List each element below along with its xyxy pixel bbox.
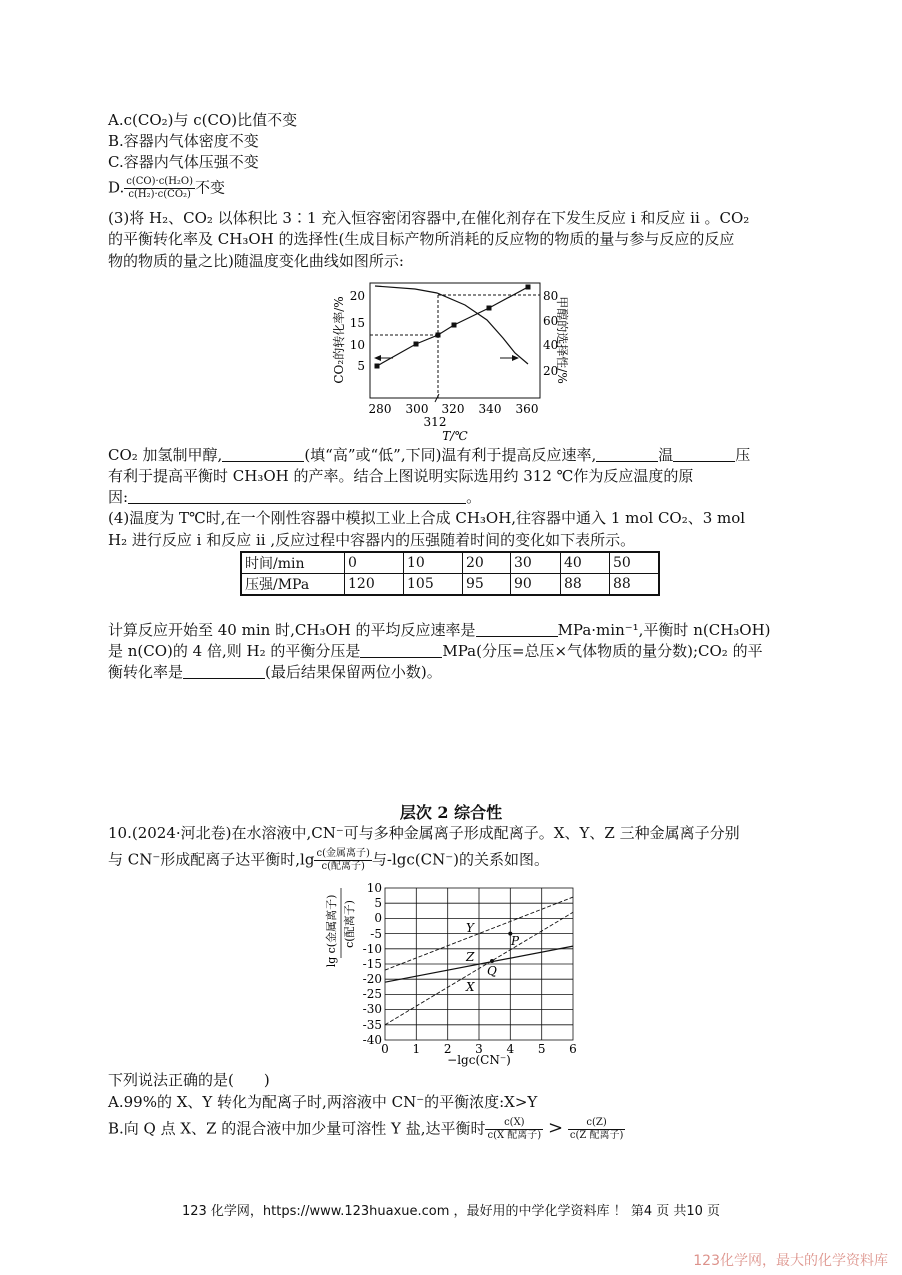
table-cell: 90 <box>511 574 561 596</box>
table-cell: 40 <box>561 552 610 574</box>
chart1-yl-tick: 10 <box>349 338 365 352</box>
q4-text: 计算反应开始至 40 min 时,CH₃OH 的平均反应速率是 <box>108 621 476 639</box>
q3-text: 因: <box>108 488 129 506</box>
chart1-point <box>526 285 531 290</box>
q10-fraction-den: c(配离子) <box>321 861 365 872</box>
table-cell: 105 <box>404 574 463 596</box>
chart1-point <box>487 306 492 311</box>
chart1-ylabel-right: 甲醇的选择性/% <box>555 296 569 384</box>
q4-calc-line1 <box>108 620 771 640</box>
q10-line2 <box>108 848 549 873</box>
q3-line2: 的平衡转化率及 CH₃OH 的选择性(生成目标产物所消耗的反应物的物质的量与参与反应的反应 <box>108 230 735 248</box>
pressure-header: 压强/MPa <box>241 574 345 596</box>
chart1-point <box>375 364 380 369</box>
answer-blank[interactable] <box>128 488 466 504</box>
chart2-y-tick: 5 <box>374 896 382 910</box>
q3-text: (填“高”或“低”,下同)温有利于提高反应速率, <box>304 446 597 464</box>
point-q <box>490 959 494 963</box>
label-q: Q <box>487 964 497 978</box>
chart2-x-tick: 0 <box>381 1042 389 1056</box>
chart2-ylabel-den: c(配离子) <box>343 900 356 948</box>
q3-line1: (3)将 H₂、CO₂ 以体积比 3∶1 充入恒容密闭容器中,在催化剂存在下发生反应 i 和反应 ii 。CO₂ <box>108 209 750 227</box>
chart2-xlabel: −lgc(CN⁻) <box>447 1053 511 1067</box>
q10-line1: 10.(2024·河北卷)在水溶液中,CN⁻可与多种金属离子形成配离子。X、Y、Z 三种金属离子分别 <box>108 824 740 842</box>
chart1-x-tick: 340 <box>478 402 502 416</box>
answer-blank[interactable] <box>596 446 658 462</box>
chart1-x-tick: 320 <box>441 402 465 416</box>
option-b-fraction-1 <box>485 1117 543 1142</box>
option-b-den2: c(Z 配离子) <box>569 1130 624 1141</box>
chart1-ylabel-left: CO₂的转化率/% <box>332 296 346 384</box>
chart2-y-tick: -40 <box>362 1033 382 1047</box>
pressure-table <box>240 551 660 596</box>
option-b-den1: c(X 配离子) <box>487 1130 542 1141</box>
chart2-ylabel-num: c(金属离子) <box>325 894 338 954</box>
answer-blank[interactable] <box>673 446 735 462</box>
chart2-y-tick: -30 <box>362 1002 382 1016</box>
label-z: Z <box>466 950 475 964</box>
table-cell: 95 <box>463 574 511 596</box>
q3-answer-line1 <box>108 445 750 465</box>
table-cell: 30 <box>511 552 561 574</box>
time-header: 时间/min <box>241 552 345 574</box>
chart1-point <box>414 342 419 347</box>
answer-blank[interactable] <box>476 621 558 637</box>
chart1-x-tick: 360 <box>515 402 539 416</box>
q3-answer-line3 <box>108 487 481 507</box>
chart2-x-tick: 4 <box>506 1042 515 1056</box>
chart1-x-tick: 300 <box>405 402 429 416</box>
option-d-numerator: c(CO)·c(H₂O) <box>126 176 194 187</box>
chart2-y-tick: -35 <box>362 1018 382 1032</box>
chart1-yr-tick: 60 <box>543 314 559 328</box>
table-row <box>241 552 659 574</box>
option-d-fraction <box>124 176 195 201</box>
chart1-point <box>436 333 441 338</box>
chart2-x-tick: 5 <box>537 1042 546 1056</box>
chart2-ylabel-lg <box>325 957 338 968</box>
q4-calc-line3 <box>108 662 442 682</box>
q3-line3: 物的物质的量之比)随温度变化曲线如图所示: <box>108 252 404 270</box>
q4-line2: H₂ 进行反应 i 和反应 ii ,反应过程中容器内的压强随着时间的变化如下表所示。 <box>108 531 636 549</box>
q10-fraction-num: c(金属离子) <box>316 848 370 859</box>
option-c: C.容器内气体压强不变 <box>108 153 259 171</box>
q10-option-a: A.99%的 X、Y 转化为配离子时,两溶液中 CN⁻的平衡浓度:X>Y <box>108 1093 538 1111</box>
q10-fraction <box>314 848 371 873</box>
option-b: B.容器内气体密度不变 <box>108 132 259 150</box>
q10-question: 下列说法正确的是( ) <box>108 1071 270 1089</box>
q10-text: 与 CN⁻形成配离子达平衡时,lg <box>108 850 315 869</box>
chart1-x-tick: 280 <box>368 402 392 416</box>
answer-blank[interactable] <box>183 663 265 679</box>
option-b-num1: c(X) <box>485 1117 543 1130</box>
table-cell: 20 <box>463 552 511 574</box>
q3-text: CO₂ 加氢制甲醇, <box>108 446 223 464</box>
option-d-denominator: c(H₂)·c(CO₂) <box>128 189 191 200</box>
chart1-yr-tick: 40 <box>543 338 559 352</box>
chart1-xlabel: T/℃ <box>442 429 468 443</box>
chart1-yr-tick: 20 <box>543 364 559 378</box>
page-footer: 123 化学网，https://www.123huaxue.com ，最好用的中学化学资料库 ！ 第4 页 共10 页 <box>181 1204 721 1219</box>
chart2-y-tick: -20 <box>362 972 382 986</box>
chart2-y-tick: 0 <box>374 911 382 925</box>
option-a: A.c(CO₂)与 c(CO)比值不变 <box>108 111 298 129</box>
chart2-y-tick: -25 <box>362 987 382 1001</box>
q4-text: (最后结果保留两位小数)。 <box>265 663 442 681</box>
chart2-x-tick: 6 <box>569 1042 577 1056</box>
chart1-left-arrow-head <box>374 355 381 361</box>
q4-text: MPa(分压=总压×气体物质的量分数);CO₂ 的平 <box>442 642 763 660</box>
chart2-y-tick: -10 <box>362 942 382 956</box>
option-d-prefix: D. <box>108 178 125 197</box>
option-d-suffix: 不变 <box>195 178 226 197</box>
q3-text: 。 <box>466 488 482 506</box>
greater-than-sign: > <box>547 1117 564 1139</box>
answer-blank[interactable] <box>222 446 304 462</box>
chart2-y-tick: 10 <box>366 881 382 895</box>
chart2-x-tick: 1 <box>412 1042 421 1056</box>
q3-text: 温 <box>658 446 674 464</box>
conversion-selectivity-chart <box>325 278 569 443</box>
label-p: P <box>511 934 520 948</box>
table-cell: 10 <box>404 552 463 574</box>
label-x: X <box>466 980 475 994</box>
chart2-ylabel-lg-text: lg <box>325 956 338 968</box>
q10-text: B.向 Q 点 X、Z 的混合液中加少量可溶性 Y 盐,达平衡时 <box>108 1119 486 1138</box>
metal-complex-chart <box>325 881 585 1067</box>
chart2-y-tick: -15 <box>362 957 382 971</box>
q4-text: MPa·min⁻¹,平衡时 n(CH₃OH) <box>557 621 771 639</box>
answer-blank[interactable] <box>360 642 442 658</box>
q10-option-b <box>108 1117 625 1142</box>
table-cell: 120 <box>345 574 404 596</box>
option-b-fraction-2 <box>568 1117 626 1142</box>
option-d <box>108 176 225 201</box>
table-row <box>241 574 659 596</box>
q10-text: 与-lgc(CN⁻)的关系如图。 <box>371 850 549 869</box>
section-title: 层次 2 综合性 <box>399 803 503 822</box>
chart1-yl-tick: 15 <box>349 316 365 330</box>
chart1-point <box>452 323 457 328</box>
chart2-x-tick: 2 <box>443 1042 452 1056</box>
q4-line1: (4)温度为 T℃时,在一个刚性容器中模拟工业上合成 CH₃OH,往容器中通入 1 mol CO₂、3 mol <box>108 509 746 527</box>
table-cell: 0 <box>345 552 404 574</box>
chart1-extra-tick: 312 <box>423 415 447 429</box>
q3-text: 压 <box>735 446 751 464</box>
option-b-num2: c(Z) <box>568 1117 626 1130</box>
chart1-yr-tick: 80 <box>543 289 559 303</box>
chart1-yl-tick: 20 <box>349 289 365 303</box>
label-y: Y <box>466 921 474 935</box>
chart2-y-tick: -5 <box>370 927 382 941</box>
q4-text: 是 n(CO)的 4 倍,则 H₂ 的平衡分压是 <box>108 642 361 660</box>
watermark: 123化学网，最大的化学资料库 <box>693 1253 888 1269</box>
table-cell: 50 <box>610 552 660 574</box>
chart1-yl-tick: 5 <box>357 359 365 373</box>
q4-calc-line2 <box>108 641 763 661</box>
table-cell: 88 <box>561 574 610 596</box>
table-cell: 88 <box>610 574 660 596</box>
q3-answer-line2: 有利于提高平衡时 CH₃OH 的产率。结合上图说明实际选用约 312 ℃作为反应温度的原 <box>108 467 694 485</box>
q4-text: 衡转化率是 <box>108 663 184 681</box>
chart2-x-tick: 3 <box>475 1042 483 1056</box>
